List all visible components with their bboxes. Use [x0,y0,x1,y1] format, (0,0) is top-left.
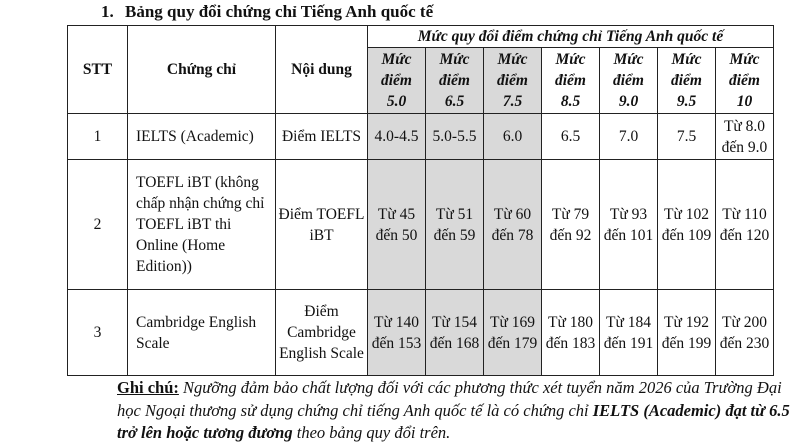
row-stt: 3 [68,290,128,376]
row-value: 7.0 [600,114,658,160]
row-value: Từ 180 đến 183 [542,290,600,376]
level-header: Mức điểm 6.5 [426,48,484,114]
level-header: Mức điểm 8.5 [542,48,600,114]
row-value: 4.0-4.5 [368,114,426,160]
header-certificate: Chứng chỉ [128,26,276,114]
row-value: Từ 8.0 đến 9.0 [716,114,774,160]
row-content: Điểm TOEFL iBT [276,160,368,290]
row-value: Từ 102 đến 109 [658,160,716,290]
header-score-group: Mức quy đổi điểm chứng chỉ Tiếng Anh quốc tế [368,26,774,48]
row-value: Từ 45 đến 50 [368,160,426,290]
row-value: 6.5 [542,114,600,160]
level-header: Mức điểm 9.0 [600,48,658,114]
row-stt: 2 [68,160,128,290]
note-text-end: theo bảng quy đổi trên. [292,423,451,442]
row-value: Từ 169 đến 179 [484,290,542,376]
level-header: Mức điểm 10 [716,48,774,114]
row-value: Từ 200 đến 230 [716,290,774,376]
footnote [117,377,797,445]
row-value: Từ 140 đến 153 [368,290,426,376]
level-header: Mức điểm 7.5 [484,48,542,114]
row-value: Từ 154 đến 168 [426,290,484,376]
row-content: Điểm IELTS [276,114,368,160]
row-value: 5.0-5.5 [426,114,484,160]
row-value: Từ 79 đến 92 [542,160,600,290]
conversion-table [67,25,774,376]
table-row [68,290,774,376]
row-value: 7.5 [658,114,716,160]
note-text: Ngưỡng đảm bảo chất lượng đối với các phương thức xét tuyển năm 2026 của Trường Đại học Ngoại thương sử dụng chứng chỉ tiếng Anh quốc tế là có chứng chỉ [117,378,782,420]
level-header: Mức điểm 5.0 [368,48,426,114]
row-value: Từ 184 đến 191 [600,290,658,376]
row-value: Từ 51 đến 59 [426,160,484,290]
header-content: Nội dung [276,26,368,114]
row-value: Từ 110 đến 120 [716,160,774,290]
table-row [68,160,774,290]
table-row [68,114,774,160]
row-content: Điểm Cambridge English Scale [276,290,368,376]
note-emphasis: IELTS (Academic) đạt từ 6.5 trở lên hoặc tương đương [117,400,790,442]
header-stt: STT [68,26,128,114]
row-certificate: Cambridge English Scale [128,290,276,376]
section-heading [101,2,433,22]
row-certificate: IELTS (Academic) [128,114,276,160]
row-value: 6.0 [484,114,542,160]
row-value: Từ 60 đến 78 [484,160,542,290]
row-value: Từ 93 đến 101 [600,160,658,290]
row-stt: 1 [68,114,128,160]
level-header: Mức điểm 9.5 [658,48,716,114]
row-certificate: TOEFL iBT (không chấp nhận chứng chỉ TOEFL iBT thi Online (Home Edition)) [128,160,276,290]
section-title: Bảng quy đổi chứng chỉ Tiếng Anh quốc tế [125,2,434,21]
row-value: Từ 192 đến 199 [658,290,716,376]
section-number: 1. [101,2,114,21]
note-label: Ghi chú: [117,378,179,397]
